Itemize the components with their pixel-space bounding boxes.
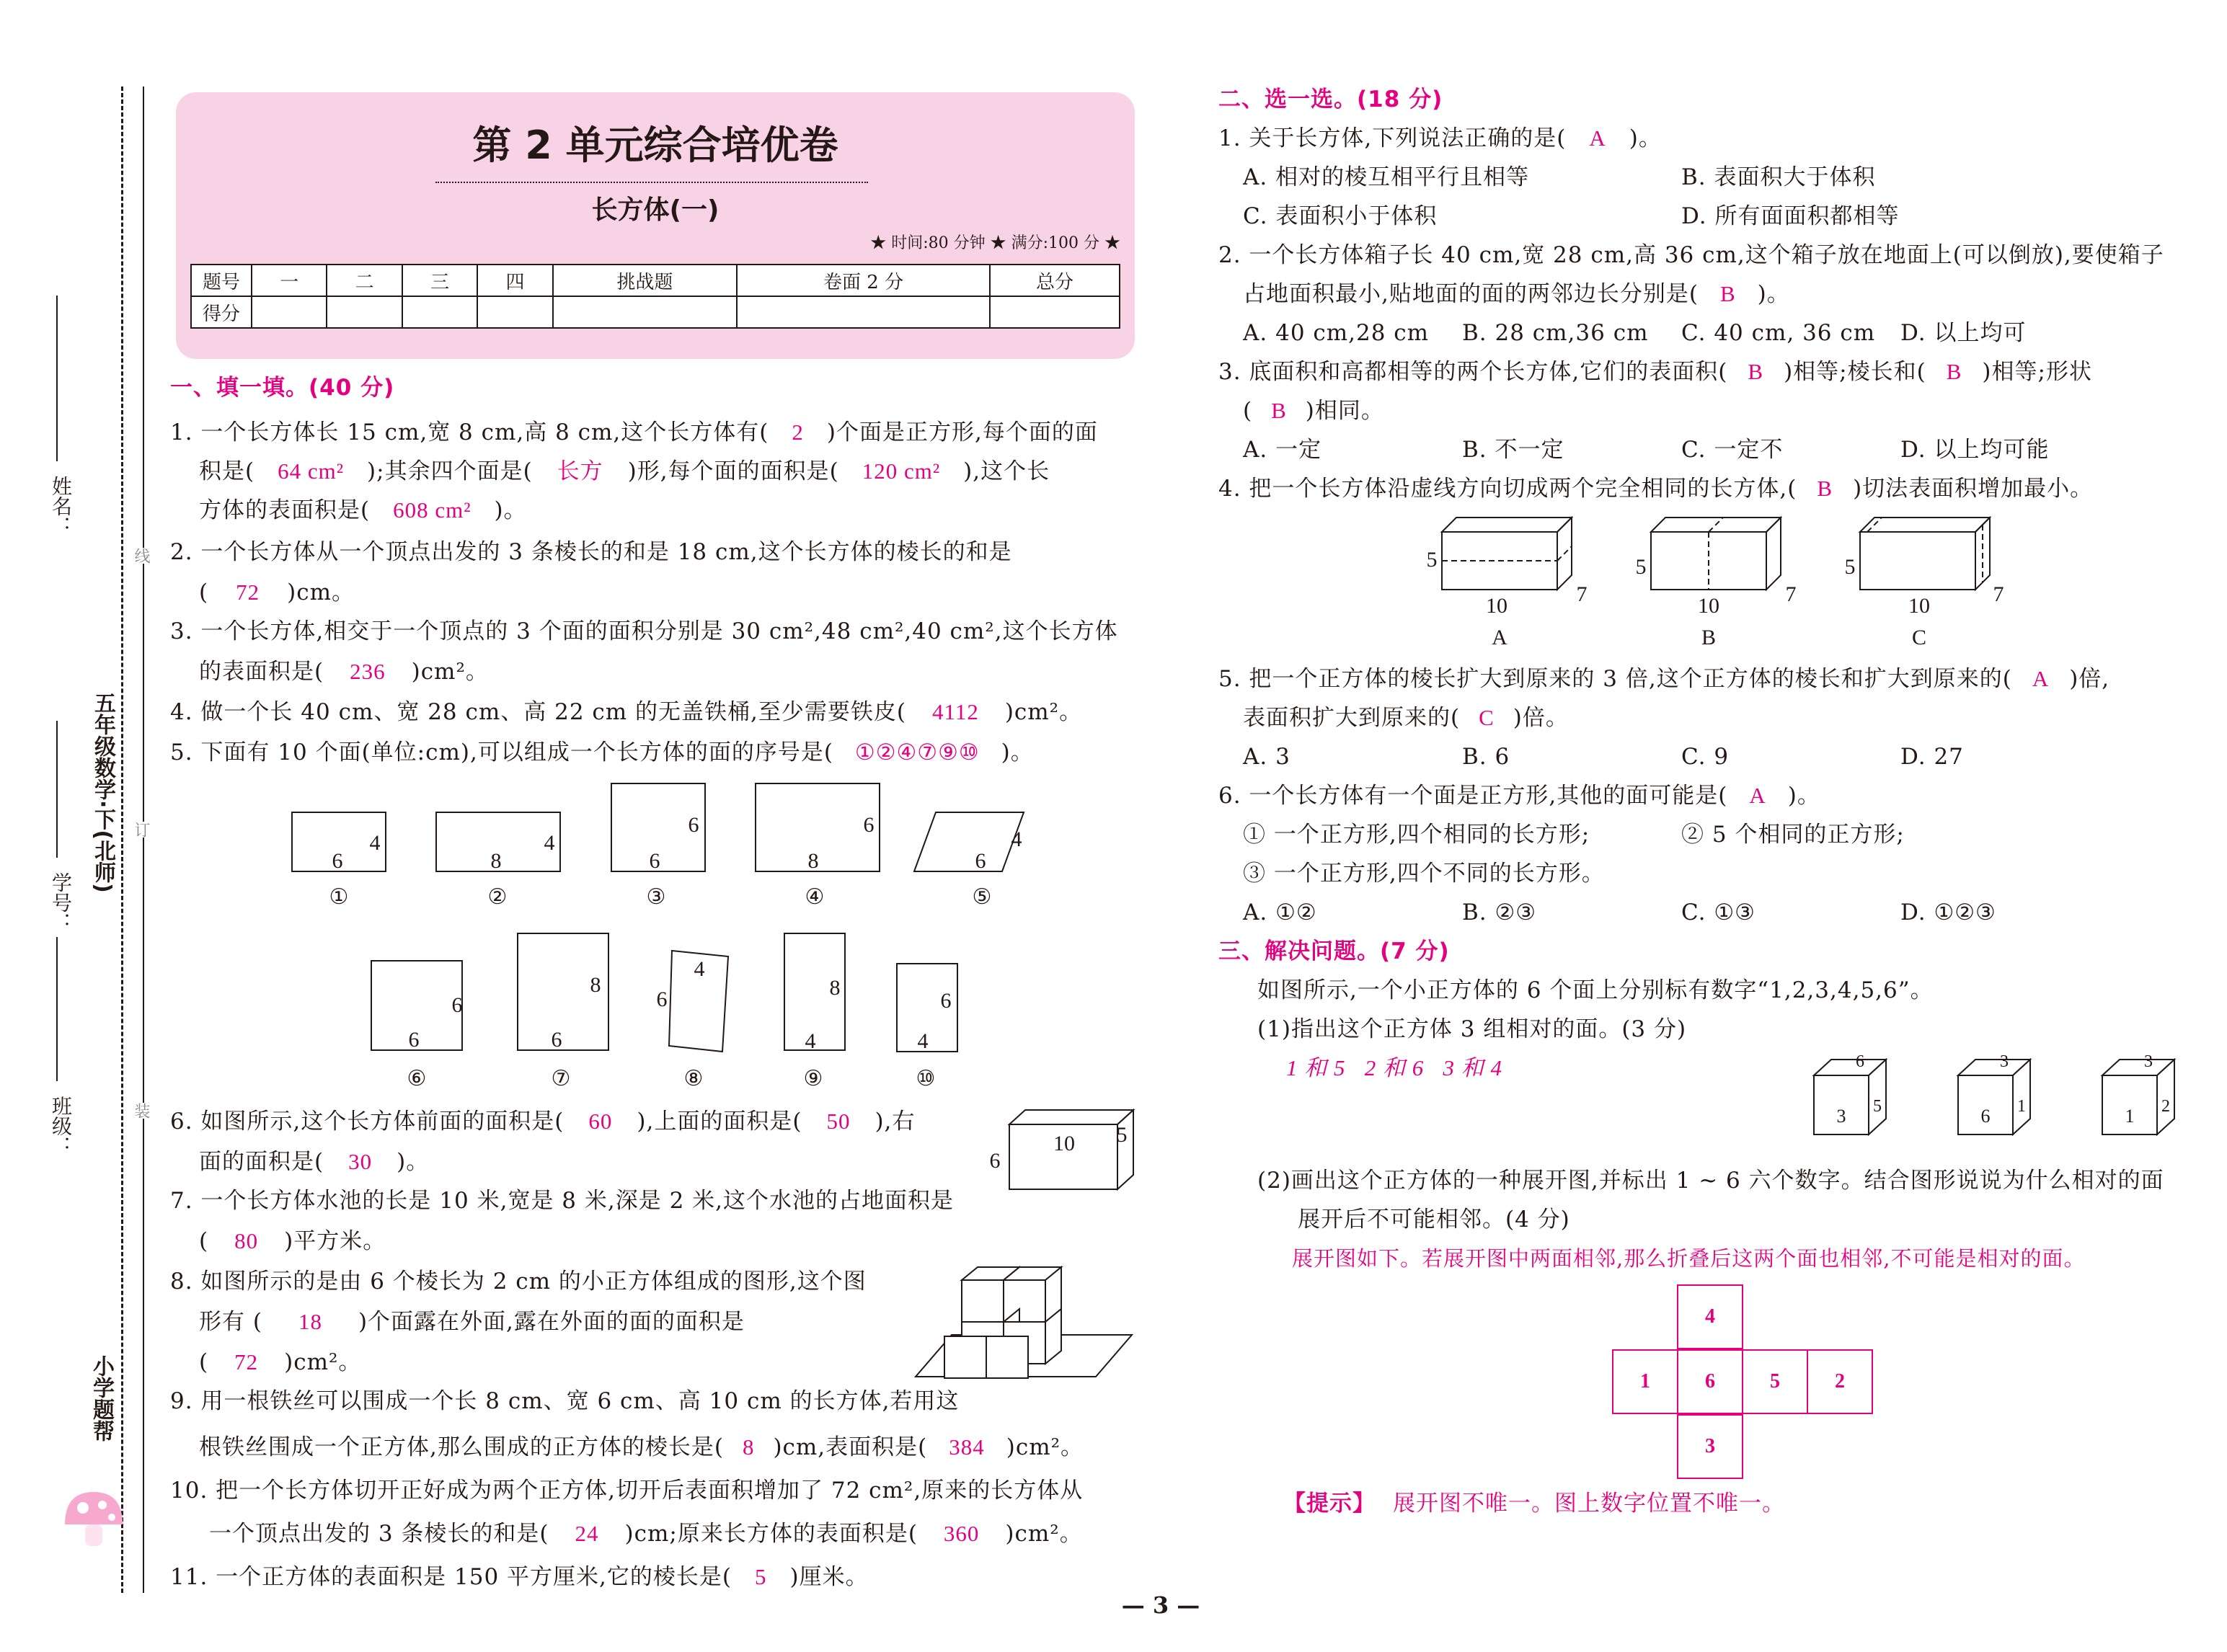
s3-part-1-answer: 1 和 5 2 和 6 3 和 4 [1286,1055,1502,1080]
shape-3-number: ③ [646,885,666,909]
s2q5-answer-2: C [1479,705,1495,730]
q11-text-a: 11. 一个正方体的表面积是 150 平方厘米,它的棱长是( [170,1564,732,1590]
q10-text-c: )cm;原来长方体的表面积是( [624,1521,918,1547]
s3-intro: 如图所示,一个小正方体的 6 个面上分别标有数字“1,2,3,4,5,6”。 [1257,977,1934,1003]
q4-answer: 4112 [931,699,979,724]
cube-2-top: 3 [2000,1052,2009,1071]
score-cell[interactable] [327,296,402,328]
q8-text-d: ( [199,1349,209,1375]
q10-answer-2: 360 [943,1521,980,1546]
cube-3-side: 2 [2161,1097,2170,1116]
net-face-right-2: 2 [1807,1349,1873,1414]
s2q4-fig-b-label: B [1701,626,1716,649]
net-face-top: 4 [1677,1284,1743,1349]
question-7-line-2 [199,1228,386,1254]
shape-10-number: ⑩ [916,1067,936,1091]
question-10-line-1: 10. 把一个长方体切开正好成为两个正方体,切开后表面积增加了 72 cm²,原来的长方体从 [170,1478,1084,1504]
q1-answer-1: 2 [792,419,804,445]
s2q6-answer: A [1749,783,1766,808]
score-header-cell: 二 [327,265,402,296]
s2q6-statement-3: ③ 一个正方形,四个不同的长方形。 [1243,861,1605,887]
shape-7-width: 6 [551,1028,562,1052]
q1-text-f: ),这个长 [963,458,1050,484]
question-7-line-1: 7. 一个长方体水池的长是 10 米,宽是 8 米,深是 2 米,这个水池的占地面积是 [170,1188,955,1214]
q10-text-b: 一个顶点出发的 3 条棱长的和是( [209,1521,549,1547]
q10-answer-1: 24 [575,1521,599,1546]
q11-answer: 5 [754,1564,767,1589]
question-6-line-1 [170,1109,915,1134]
s2-question-6 [1218,783,1820,809]
question-8-line-2 [199,1309,745,1335]
q7-text-c: )平方米。 [284,1228,386,1254]
shape-9-number: ⑨ [803,1067,823,1091]
page-subtitle: 长方体(一) [591,195,720,225]
s2q6-option-c: C. ①③ [1681,900,1756,925]
s2q3-option-c: C. 一定不 [1681,437,1784,463]
q5-text-a: 5. 下面有 10 个面(单位:cm),可以组成一个长方体的面的序号是( [170,740,833,765]
s3-part-2-answer: 展开图如下。若展开图中两面相邻,那么折叠后这两个面也相邻,不可能是相对的面。 [1292,1246,2086,1271]
question-9-line-1: 9. 用一根铁丝可以围成一个长 8 cm、宽 6 cm、高 10 cm 的长方体,若用这 [170,1388,960,1414]
shape-8-height: 6 [656,987,668,1011]
cube-3-front: 1 [2125,1106,2135,1127]
s2q6-statement-2: ② 5 个相同的正方形; [1681,822,1905,848]
q6-answer-2: 50 [826,1109,851,1134]
q6-text-e: )。 [397,1149,430,1175]
shape-6-height: 6 [451,993,463,1017]
q8-text-e: )cm²。 [284,1349,362,1375]
q1-text-c: 积是( [199,458,255,484]
id-blank [56,721,58,858]
shape-1-height: 4 [369,831,381,855]
section-1-title: 一、填一填。(40 分) [170,375,395,401]
q3-text-b: 的表面积是( [199,659,324,685]
shape-7-height: 8 [590,973,601,997]
question-6-line-2 [199,1149,429,1175]
q1-answer-5: 608 cm² [393,497,471,523]
s2q4-fig-c-length: 10 [1908,594,1930,618]
q8-cubes-figure [908,1254,1139,1384]
cube-1-top: 6 [1856,1052,1864,1071]
question-1-line-2 [199,458,1050,484]
s2q4-answer: B [1817,476,1833,501]
q1-text-g: 方体的表面积是( [199,497,371,523]
s2q6-option-d: D. ①②③ [1900,900,1996,925]
q9-text-b: 根铁丝围成一个正方体,那么围成的正方体的棱长是( [199,1434,724,1460]
score-value-row [191,296,1120,328]
s2q6-option-b: B. ②③ [1462,900,1537,925]
question-1-line-1 [170,419,1098,445]
s2q6-option-a: A. ①② [1243,900,1317,925]
q4-text-b: )cm²。 [1004,699,1083,725]
header-panel [176,92,1135,359]
q5-answer: ①②④⑦⑨⑩ [854,740,980,765]
s2q3-option-a: A. 一定 [1243,437,1322,463]
q10-text-d: )cm²。 [1005,1521,1083,1547]
s2q5-text-b: )倍, [2069,666,2110,692]
shape-10-width: 4 [917,1029,929,1053]
question-8-line-3 [199,1349,361,1375]
solid-line [143,86,144,1593]
s2q3-text-c: )相等;形状 [1982,359,2092,385]
s2q1-answer: A [1589,125,1606,151]
question-2-line-2 [199,579,355,605]
s2q2-text-b: 占地面积最小,贴地面的面的两邻边长分别是( [1243,281,1699,307]
s3-part-1: (1)指出这个正方体 3 组相对的面。(3 分) [1257,1016,1687,1042]
q3-text-c: )cm²。 [411,659,489,685]
score-table [190,264,1120,329]
q1-text-a: 1. 一个长方体长 15 cm,宽 8 cm,高 8 cm,这个长方体有( [170,419,769,445]
score-header-cell: 四 [477,265,552,296]
q6-dim-length: 10 [1053,1132,1075,1155]
cut-mark-3: 装 [130,1103,152,1119]
page-number: — 3 — [1121,1591,1200,1619]
s2q2-option-a: A. 40 cm,28 cm [1243,320,1430,346]
shape-4-height: 6 [863,813,875,837]
question-3-line-1: 3. 一个长方体,相交于一个顶点的 3 个面的面积分别是 30 cm²,48 cm²,40 cm²,这个长方体 [170,618,1118,644]
dashed-cut-line [121,86,123,1593]
q6-text-d: 面的面积是( [199,1149,324,1175]
s2q3-answer-3: B [1271,398,1287,423]
s2q4-fig-b-length: 10 [1698,594,1719,618]
score-cell[interactable] [990,296,1120,328]
s2q2-text-c: )。 [1757,281,1790,307]
shape-9-width: 4 [805,1029,816,1053]
question-1-line-3 [199,497,527,523]
s2q3-answer-2: B [1946,359,1962,384]
cube-1-front: 3 [1836,1106,1846,1127]
shape-6-width: 6 [408,1028,420,1052]
shape-9-height: 8 [829,976,841,1000]
class-blank [56,937,58,1081]
s2-question-5-line-1 [1218,666,2109,692]
q6-text-b: ),上面的面积是( [637,1109,802,1134]
s2q4-fig-c-depth: 7 [1993,582,2004,606]
tip-text: 展开图不唯一。图上数字位置不唯一。 [1393,1491,1785,1516]
s2q1-option-c: C. 表面积小于体积 [1243,203,1438,229]
s2q5-option-b: B. 6 [1462,744,1510,770]
section-2-title: 二、选一选。(18 分) [1218,86,1443,112]
s2q2-option-d: D. 以上均可 [1900,320,2027,346]
shape-2-width: 8 [490,849,502,873]
net-face-right-1: 5 [1742,1349,1808,1414]
q9-text-c: )cm,表面积是( [773,1434,928,1460]
s2q5-option-d: D. 27 [1900,744,1964,770]
s2q1-text-b: )。 [1629,125,1662,151]
cube-3-top: 3 [2144,1052,2153,1071]
s2q4-fig-a-length: 10 [1486,594,1507,618]
shape-8-number: ⑧ [683,1067,704,1091]
q2-text-b: ( [199,579,209,605]
s2-question-1 [1218,125,1662,151]
net-face-center: 6 [1677,1349,1743,1414]
question-2-line-1: 2. 一个长方体从一个顶点出发的 3 条棱长的和是 18 cm,这个长方体的棱长的和是 [170,539,1012,565]
s2q5-option-c: C. 9 [1681,744,1730,770]
q7-answer: 80 [234,1228,259,1253]
q3-answer: 236 [350,659,386,684]
question-5 [170,740,1034,765]
shape-3-width: 6 [649,849,660,873]
shape-4-number: ④ [805,885,825,909]
s2-question-5-line-2 [1243,705,1569,731]
q2-answer: 72 [236,579,260,605]
question-11 [170,1564,869,1590]
s2-question-3-line-2 [1243,398,1384,424]
net-face-left: 1 [1612,1349,1678,1414]
cube-2-side: 1 [2017,1097,2026,1116]
shape-1-number: ① [329,885,349,909]
score-row-label: 得分 [191,296,252,328]
score-header-cell: 三 [402,265,477,296]
s2-question-2-line-2 [1243,281,1790,307]
q6-dim-width: 6 [989,1149,1001,1173]
q1-answer-4: 120 cm² [862,458,941,484]
shape-5-width: 6 [975,849,986,873]
score-cell[interactable] [402,296,477,328]
s2q3-text-b: )相等;棱长和( [1784,359,1926,385]
title-underline [435,182,868,183]
q6-text-c: ),右 [875,1109,916,1134]
s2q4-fig-c-label: C [1911,626,1926,649]
question-4 [170,699,1082,725]
q1-text-e: )形,每个面的面积是( [627,458,839,484]
q1-text-h: )。 [494,497,527,523]
shape-2-height: 4 [544,831,555,855]
s2-question-3-line-1 [1218,359,2092,385]
q1-text-d: );其余四个面是( [367,458,533,484]
shape-10-height: 6 [940,989,952,1013]
q2-text-c: )cm。 [287,579,355,605]
s2q4-fig-a-depth: 7 [1576,582,1588,606]
name-blank [56,296,58,461]
score-header-cell: 一 [252,265,327,296]
q6-text-a: 6. 如图所示,这个长方体前面的面积是( [170,1109,565,1134]
shape-1-width: 6 [332,849,343,873]
q8-text-c: )个面露在外面,露在外面的面的面积是 [358,1309,745,1335]
q9-text-d: )cm²。 [1006,1434,1084,1460]
q5-shapes-figure [274,775,1067,1106]
s2q4-cuboid-figures [1435,510,2011,597]
score-header-cell: 卷面 2 分 [737,265,990,296]
q9-answer-1: 8 [742,1434,755,1460]
s2q1-option-a: A. 相对的棱互相平行且相等 [1243,164,1530,190]
s2q4-fig-b-depth: 7 [1785,582,1797,606]
shape-7-number: ⑦ [551,1067,571,1091]
s2-question-4 [1218,476,2093,502]
s2q5-text-d: )倍。 [1513,705,1569,731]
q1-answer-3: 长方 [557,458,603,484]
brand-label: 小学题帮 [89,1355,114,1442]
s2q6-text-a: 6. 一个长方体有一个面是正方形,其他的面可能是( [1218,783,1728,809]
q6-answer-3: 30 [348,1149,373,1174]
q6-dim-height: 5 [1116,1123,1128,1147]
s2q4-text-b: )切法表面积增加最小。 [1853,476,2094,502]
score-cell[interactable] [737,296,990,328]
q4-text-a: 4. 做一个长 40 cm、宽 28 cm、高 22 cm 的无盖铁桶,至少需要铁皮( [170,699,906,725]
q5-text-b: )。 [1001,740,1034,765]
score-header-cell: 总分 [990,265,1120,296]
s2q5-text-c: 表面积扩大到原来的( [1243,705,1461,731]
s2q5-option-a: A. 3 [1243,744,1290,770]
binding-strip [0,0,151,1652]
shape-3-height: 6 [688,813,699,837]
question-10-line-2 [209,1521,1083,1547]
shape-5-height: 4 [1011,827,1022,851]
score-header-cell: 挑战题 [553,265,737,296]
q11-text-b: )厘米。 [789,1564,869,1590]
name-label: 姓名： [49,476,73,536]
cube-2-front: 6 [1980,1106,1991,1127]
mushroom-logo [58,1485,130,1557]
q1-text-b: )个面是正方形,每个面的面 [826,419,1098,445]
q1-answer-2: 64 cm² [278,458,345,484]
q9-answer-2: 384 [949,1434,985,1460]
s2q4-fig-b-height: 5 [1635,555,1647,579]
s2q3-option-d: D. 以上均可能 [1900,437,2050,463]
s2q3-answer-1: B [1748,359,1764,384]
s2q1-text-a: 1. 关于长方体,下列说法正确的是( [1218,125,1567,151]
s2-question-2-line-1: 2. 一个长方体箱子长 40 cm,宽 28 cm,高 36 cm,这个箱子放在地面上(可以倒放),要使箱子 [1218,242,2164,268]
class-label: 班级： [49,1096,73,1156]
question-8-line-1: 8. 如图所示的是由 6 个棱长为 2 cm 的小正方体组成的图形,这个图 [170,1269,867,1294]
s2q5-answer-1: A [2032,666,2050,691]
s3-part-2-line-1: (2)画出这个正方体的一种展开图,并标出 1 ~ 6 六个数字。结合图形说说为什么相对的面 [1257,1168,2164,1194]
s2q3-text-d: ( [1243,398,1253,424]
cut-mark-1: 线 [130,548,152,564]
s2q4-fig-a-height: 5 [1426,548,1438,572]
cube-1-side: 5 [1873,1097,1882,1116]
book-label: 五年级数学·下(北师) [90,692,115,893]
s2q3-text-a: 3. 底面积和高都相等的两个长方体,它们的表面积( [1218,359,1728,385]
score-header-cell: 题号 [191,265,252,296]
shape-5-number: ⑤ [972,885,992,909]
s2q5-text-a: 5. 把一个正方体的棱长扩大到原来的 3 倍,这个正方体的棱长和扩大到原来的( [1218,666,2012,692]
score-cell[interactable] [252,296,327,328]
s2q4-text-a: 4. 把一个长方体沿虚线方向切成两个完全相同的长方体,( [1218,476,1797,502]
s2q2-answer: B [1719,281,1736,306]
q8-answer-1: 18 [298,1309,322,1334]
q8-text-b: 形有 ( [199,1309,262,1335]
exam-meta: ★ 时间:80 分钟 ★ 满分:100 分 ★ [870,234,1120,252]
q7-text-b: ( [199,1228,209,1254]
shape-8-width: 4 [694,957,705,981]
shape-4-width: 8 [807,849,819,873]
s2q6-text-b: )。 [1787,783,1820,809]
score-header-row [191,265,1120,296]
s2q4-fig-a-label: A [1492,626,1507,649]
score-cell[interactable] [553,296,737,328]
q8-answer-2: 72 [234,1349,259,1375]
s2q3-option-b: B. 不一定 [1462,437,1564,463]
s2q1-option-d: D. 所有面面积都相等 [1681,203,1900,229]
s3-tip [1283,1491,1785,1516]
cut-mark-2: 订 [130,822,152,838]
question-3-line-2 [199,659,489,685]
s2q1-option-b: B. 表面积大于体积 [1681,164,1876,190]
q6-answer-1: 60 [588,1109,613,1134]
tip-label: 【提示】 [1283,1491,1376,1516]
s2q2-option-c: C. 40 cm, 36 cm [1681,320,1876,346]
question-9-line-2 [199,1434,1084,1460]
s2q6-statement-1: ① 一个正方形,四个相同的长方形; [1243,822,1590,848]
shape-6-number: ⑥ [407,1067,427,1091]
net-face-bottom: 3 [1677,1414,1743,1479]
s2q2-option-b: B. 28 cm,36 cm [1462,320,1649,346]
shape-2-number: ② [487,885,508,909]
page-title: 第 2 单元综合培优卷 [472,123,838,168]
score-cell[interactable] [477,296,552,328]
section-3-title: 三、解决问题。(7 分) [1218,938,1450,964]
s3-part-2-line-2: 展开后不可能相邻。(4 分) [1298,1207,1570,1233]
id-label: 学号： [49,872,73,933]
s2q4-fig-c-height: 5 [1844,555,1856,579]
s2q3-text-e: )相同。 [1305,398,1384,424]
